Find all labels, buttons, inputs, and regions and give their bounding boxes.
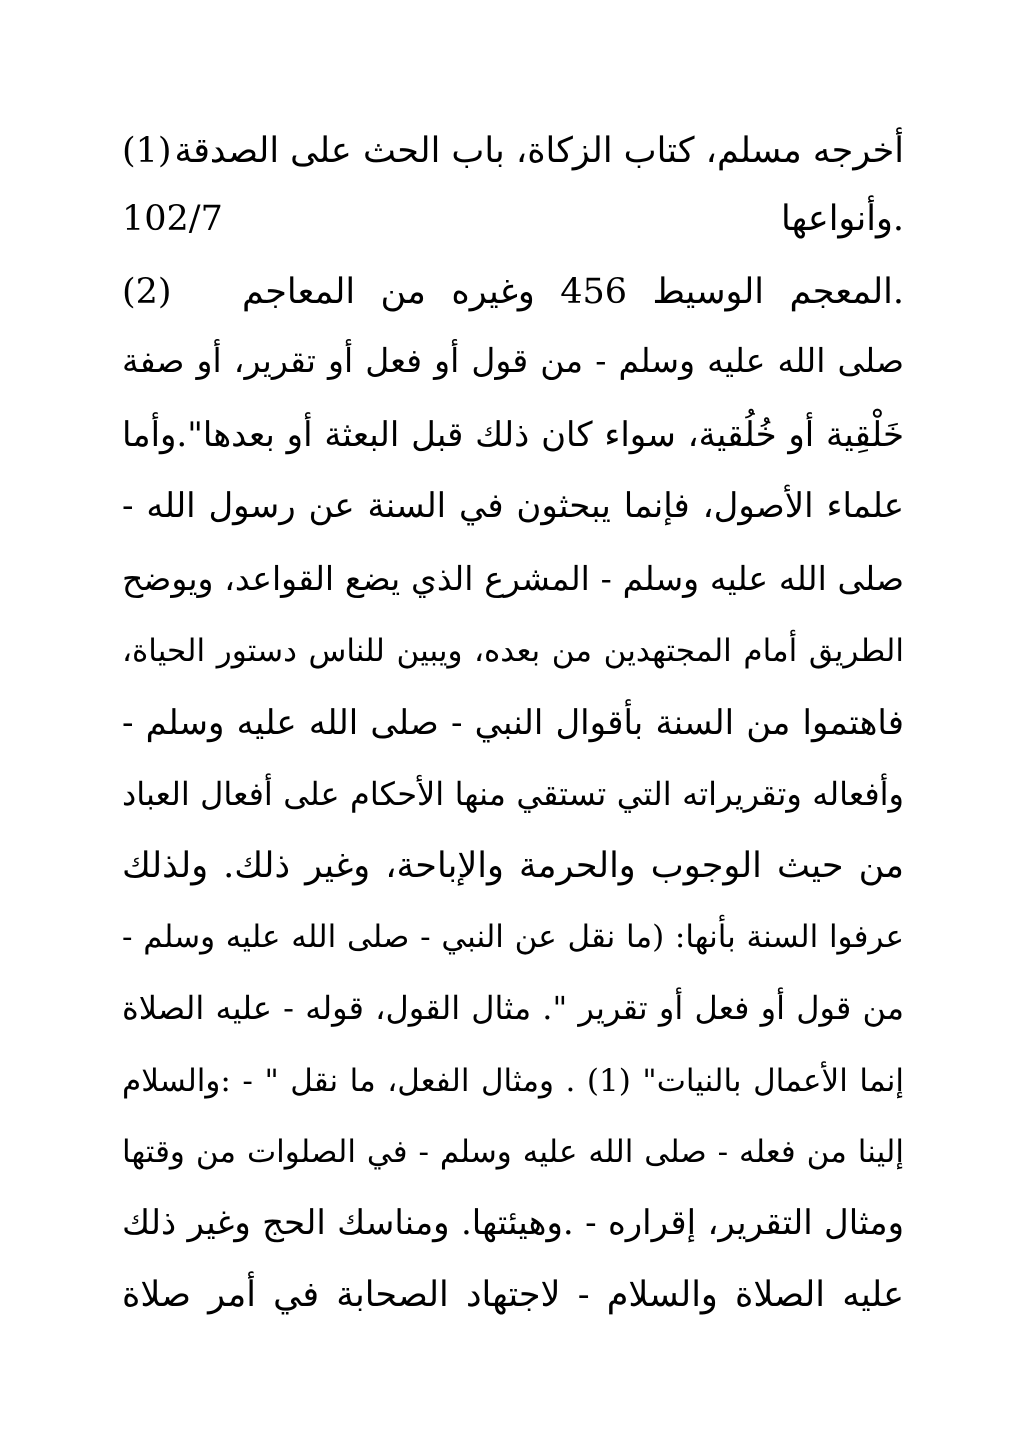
body-line: الطريق أمام المجتهدين من بعده، ويبين للناس دستور الحياة،	[122, 633, 904, 669]
body-line: عرفوا السنة بأنها: (ما نقل عن النبي - صلى الله عليه وسلم -	[122, 919, 904, 955]
body-line: صلى الله عليه وسلم - من قول أو فعل أو تقرير، أو صفة	[122, 341, 904, 380]
body-line: إلينا من فعله - صلى الله عليه وسلم - في الصلوات من وقتها	[122, 1134, 904, 1170]
body-line: علماء الأصول، فإنما يبحثون في السنة عن رسول الله -	[122, 486, 904, 526]
footnote-1	[122, 120, 904, 182]
body-line: فاهتموا من السنة بأقوال النبي - صلى الله عليه وسلم -	[122, 703, 904, 743]
footnote-2-marker: (2)	[122, 272, 172, 312]
footnote-1-marker: (1)	[122, 131, 172, 171]
body-line: إنما الأعمال بالنيات" (1) . ومثال الفعل، ما نقل " - :والسلام	[122, 1063, 904, 1099]
footnote-1-continuation	[122, 188, 904, 250]
footnote-2	[122, 261, 904, 323]
footnote-1-reference: 102/7	[122, 199, 223, 239]
footnote-2-text: .المعجم الوسيط 456 وغيره من المعاجم	[242, 272, 904, 312]
body-line: عليه الصلاة والسلام - لاجتهاد الصحابة في أمر صلاة	[122, 1275, 904, 1315]
body-line: وأفعاله وتقريراته التي تستقي منها الأحكام على أفعال العباد	[122, 775, 904, 813]
body-line: من قول أو فعل أو تقرير ". مثال القول، قوله - عليه الصلاة	[122, 989, 904, 1027]
body-line: من حيث الوجوب والحرمة والإباحة، وغير ذلك. ولذلك	[122, 846, 904, 886]
footnote-1-text: أخرجه مسلم، كتاب الزكاة، باب الحث على الصدقة	[174, 131, 904, 171]
body-line: صلى الله عليه وسلم - المشرع الذي يضع القواعد، ويوضح	[122, 559, 904, 598]
footnote-1-continuation-text: .وأنواعها	[781, 199, 904, 239]
body-line: خَلْقِية أو خُلُقية، سواء كان ذلك قبل البعثة أو بعدها".وأما	[122, 415, 904, 455]
body-line: ومثال التقرير، إقراره - .وهيئتها. ومناسك الحج وغير ذلك	[122, 1203, 904, 1243]
